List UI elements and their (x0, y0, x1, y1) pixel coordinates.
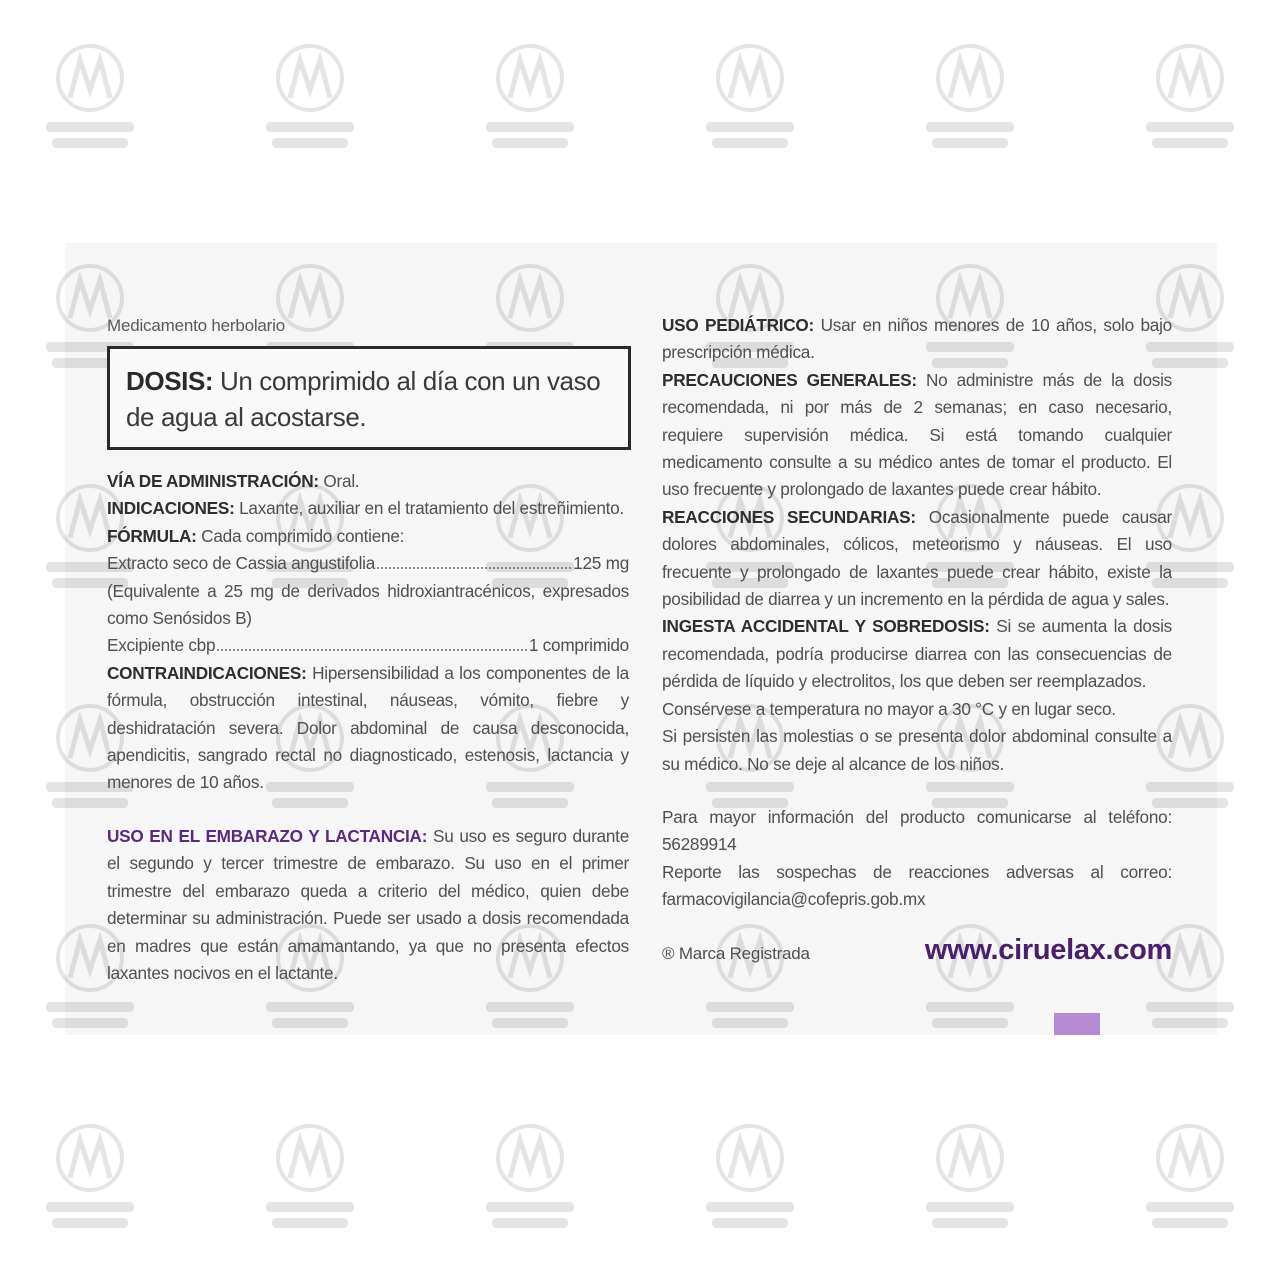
dosis-value: Un comprimido al día con un vaso de agua al acostarse. (126, 366, 601, 432)
excipiente-line (107, 632, 629, 659)
dot-leader (377, 567, 571, 569)
embarazo-label: USO EN EL EMBARAZO Y LACTANCIA: (107, 825, 428, 846)
farmacia-logo-watermark-icon (262, 1120, 358, 1240)
formula-label: FÓRMULA: (107, 525, 197, 546)
indicaciones-value: Laxante, auxiliar en el tratamiento del estreñimiento. (234, 498, 625, 519)
reacciones-label: REACCIONES SECUNDARIAS: (662, 506, 916, 527)
website-link[interactable]: www.ciruelax.com (924, 933, 1172, 966)
reacciones-value: Ocasionalmente puede causar dolores abdominales, cólicos, meteorismo y náuseas. El uso frecuente y prolongado de laxantes puede crear hábito, existe la posibilidad de diarrea y un incremento en la pérdida de agua y sales. (662, 506, 1172, 610)
farmacia-logo-watermark-icon (42, 1120, 138, 1240)
informacion-contacto: Para mayor información del producto comunicarse al teléfono: 56289914 (662, 806, 1172, 855)
dosis-text (126, 363, 610, 435)
marca-registrada: ® Marca Registrada (662, 943, 810, 963)
via-value: Oral. (318, 471, 360, 491)
farmacia-logo-watermark-icon (702, 1120, 798, 1240)
formula (107, 523, 629, 550)
via-administracion (107, 468, 629, 495)
extracto-line (107, 550, 629, 577)
farmacia-logo-watermark-icon (482, 40, 578, 160)
farmacia-logo-watermark-icon (922, 40, 1018, 160)
precauciones-value: No administre más de la dosis recomendada, ni por más de 2 semanas; en caso necesario, requiere supervisión médica. Si está tomando cualquier medicamento consulte a su médico antes de tomar el producto. El uso frecuente y prolongado de laxantes puede crear hábito. (662, 369, 1173, 500)
conservese-note: Consérvese a temperatura no mayor a 30 °C y en lugar seco. (662, 698, 1116, 719)
footer-row (662, 934, 1172, 967)
dosis-label: DOSIS: (126, 366, 214, 396)
pediatrico-label: USO PEDIÁTRICO: (662, 315, 815, 335)
formula-value: Cada comprimido contiene: (196, 525, 405, 546)
reacciones-secundarias (662, 504, 1172, 614)
extracto-value: 125 mg (573, 553, 629, 574)
farmacia-logo-watermark-icon (482, 1120, 578, 1240)
farmacia-logo-watermark-icon (1142, 40, 1238, 160)
via-label: VÍA DE ADMINISTRACIÓN: (107, 471, 319, 491)
uso-pediatrico (662, 312, 1172, 367)
farmacia-logo-watermark-icon (922, 1120, 1018, 1240)
dot-leader (217, 649, 527, 651)
pediatrico-value: Usar en niños menores de 10 años, solo bajo prescripción médica. (662, 315, 1172, 363)
ingesta-accidental (662, 613, 1172, 695)
reporte-correo: Reporte las sospechas de reacciones adversas al correo: farmacovigilancia@cofepris.gob.mx (662, 861, 1172, 910)
embarazo-value: Su uso es seguro durante el segundo y tercer trimestre de embarazo. Su uso en el primer trimestre del embarazo queda a criterio del médico, quien debe determinar su administración. Puede ser usado a dosis recomendada en madres que están amamantando, ya que no presenta efectos laxantes nocivos en el lactante. (107, 825, 629, 983)
excipiente-value: 1 comprimido (528, 635, 629, 656)
excipiente-name: Excipiente cbp (107, 635, 216, 656)
indicaciones (107, 495, 629, 522)
farmacia-logo-watermark-icon (1142, 1120, 1238, 1240)
contraindicaciones (107, 660, 629, 797)
precauciones-label: PRECAUCIONES GENERALES: (662, 369, 917, 390)
precauciones-generales (662, 367, 1172, 504)
left-column (107, 316, 629, 987)
farmacia-logo-watermark-icon (42, 40, 138, 160)
right-column (662, 312, 1172, 967)
persisten-note: Si persisten las molestias o se presenta dolor abdominal consulte a su médico. No se deje al alcance de los niños. (662, 726, 1172, 774)
equivalente-note: (Equivalente a 25 mg de derivados hidroxiantracénicos, expresados como Senósidos B) (107, 580, 629, 629)
contra-value: Hipersensibilidad a los componentes de la fórmula, obstrucción intestinal, náuseas, vómito, fiebre y deshidratación severa. Dolor abdominal de causa desconocida, apendicitis, sangrado rectal no diagnosticado, estenosis, lactancia y menores de 10 años. (107, 662, 629, 793)
extracto-name: Extracto seco de Cassia angustifolia (107, 553, 376, 574)
dosis-box (107, 346, 631, 450)
farmacia-logo-watermark-icon (702, 40, 798, 160)
farmacia-logo-watermark-icon (262, 40, 358, 160)
indicaciones-label: INDICACIONES: (107, 498, 235, 519)
ingesta-value: Si se aumenta la dosis recomendada, podría producirse diarrea con las consecuencias de pérdida de líquido y electrolitos, los que deben ser reemplazados. (662, 616, 1172, 692)
ingesta-label: INGESTA ACCIDENTAL Y SOBREDOSIS: (662, 616, 990, 637)
embarazo-lactancia (107, 823, 629, 987)
product-type-label: Medicamento herbolario (107, 316, 285, 335)
purple-color-swatch (1054, 1013, 1100, 1035)
contra-label: CONTRAINDICACIONES: (107, 662, 307, 683)
